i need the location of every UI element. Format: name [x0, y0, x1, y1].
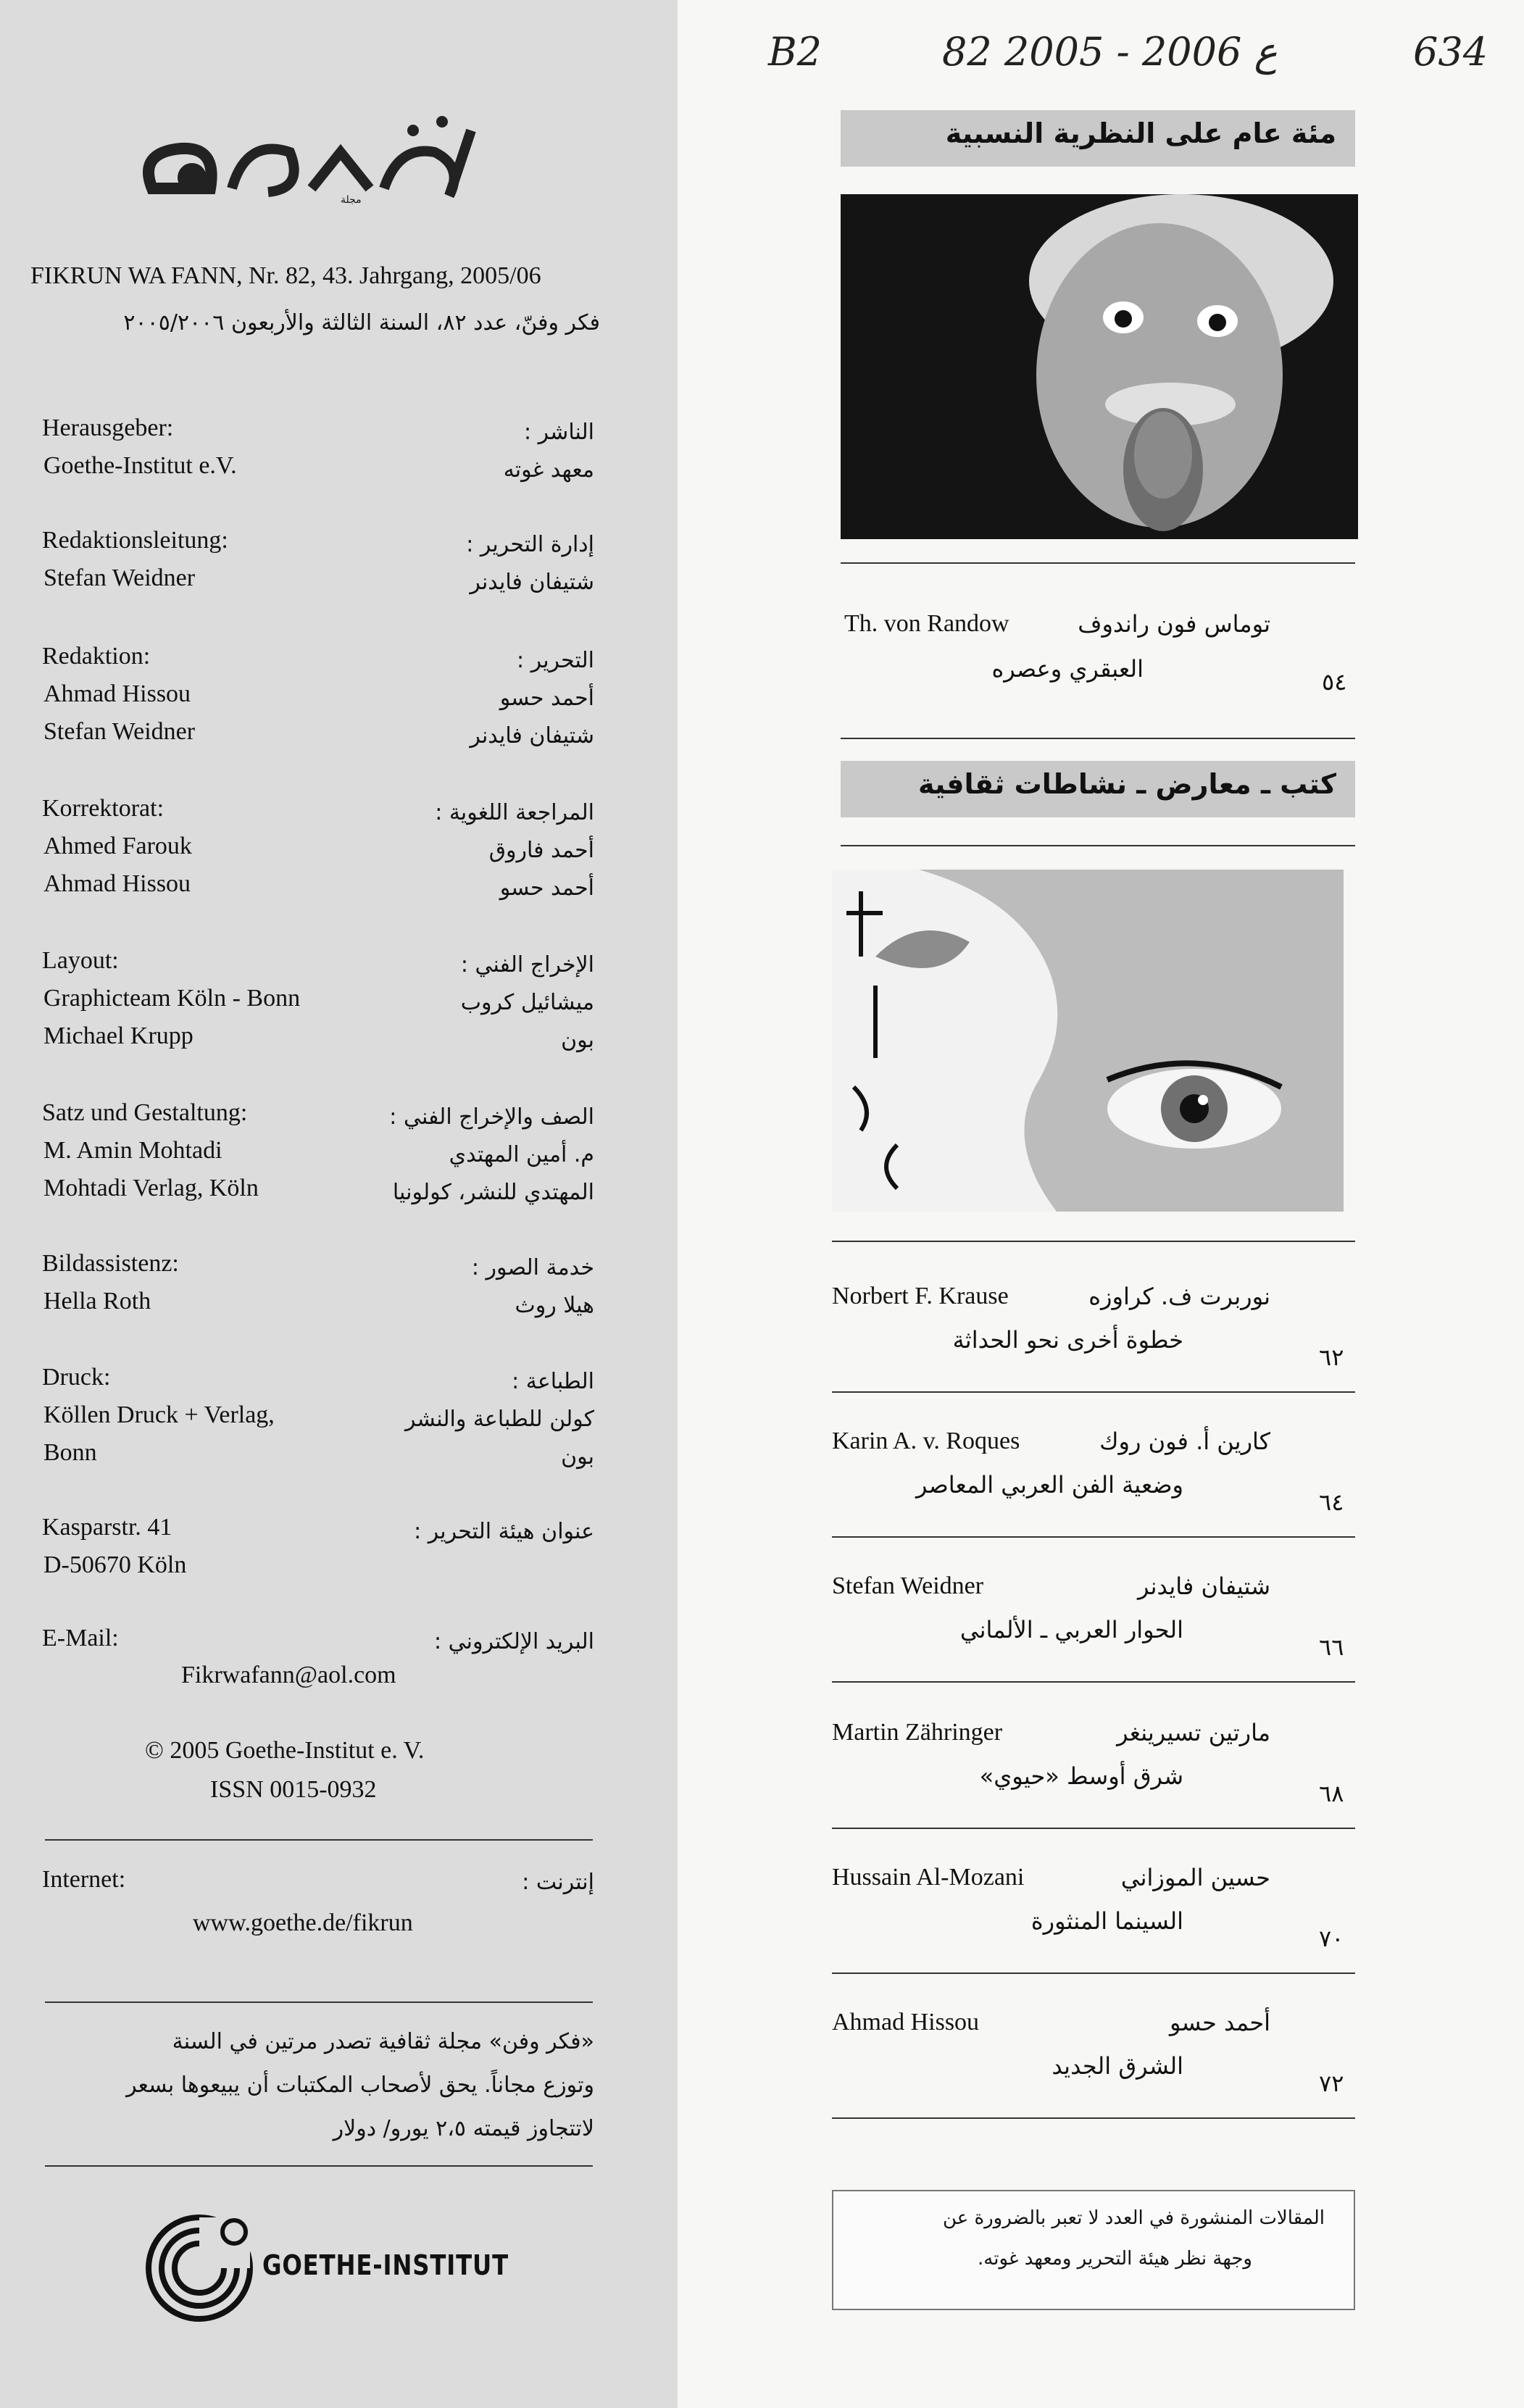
divider — [832, 1681, 1355, 1683]
credit-label-ar: الطباعة : — [512, 1369, 594, 1394]
credit-label-ar: المراجعة اللغوية : — [435, 800, 594, 825]
entry-title-arabic: وضعية الفن العربي المعاصر — [915, 1471, 1183, 1499]
entry-page-number: ٧٠ — [1319, 1925, 1344, 1952]
credit-value-de: Mohtadi Verlag, Köln — [43, 1175, 259, 1201]
divider — [841, 738, 1355, 739]
credit-value-ar: كولن للطباعة والنشر — [404, 1407, 594, 1432]
credit-value-ar: بون — [561, 1444, 594, 1470]
entry-author-latin: Stefan Weidner — [832, 1572, 984, 1599]
notice-line-2: وتوزع مجاناً. يحق لأصحاب المكتبات أن يبيعوها بسعر — [126, 2072, 594, 2098]
handwritten-note-left: B2 — [768, 29, 823, 75]
entry-author-latin: Norbert F. Krause — [832, 1283, 1009, 1309]
credit-value-de: D-50670 Köln — [43, 1551, 187, 1578]
entry-author-arabic: توماس فون راندوف — [1078, 610, 1270, 638]
internet-label-de: Internet: — [42, 1866, 126, 1893]
credit-label-de: Layout: — [42, 947, 119, 974]
divider — [832, 1972, 1355, 1974]
credit-label-ar: الناشر : — [523, 420, 594, 445]
goethe-logo-text: GOETHE-INSTITUT — [262, 2249, 509, 2281]
entry-author-arabic: نوربرت ف. كراوزه — [1088, 1283, 1270, 1310]
entry-author-arabic: مارتين تسيرينغر — [1117, 1719, 1270, 1746]
divider — [832, 1828, 1355, 1829]
credit-value-ar: هيلا روث — [515, 1293, 594, 1318]
entry-title-arabic: العبقري وعصره — [991, 655, 1144, 683]
credit-value-ar: المهتدي للنشر، كولونيا — [392, 1180, 594, 1205]
entry-page-number: ٦٢ — [1319, 1343, 1344, 1371]
entry-author-arabic: أحمد حسو — [1170, 2009, 1270, 2036]
divider — [841, 562, 1355, 564]
credit-value-de: M. Amin Mohtadi — [43, 1137, 222, 1164]
handwritten-note-mid: 82 ع 2006 - 2005 — [942, 29, 1278, 75]
divider — [45, 1839, 593, 1841]
credit-label-de: Redaktion: — [42, 643, 151, 670]
entry-author-arabic: كارين أ. فون روك — [1099, 1428, 1270, 1455]
credit-value-ar: شتيفان فايدنر — [470, 570, 594, 595]
divider — [45, 2165, 593, 2167]
credit-value-ar: أحمد حسو — [499, 875, 594, 901]
credit-label-ar: خدمة الصور : — [471, 1255, 594, 1280]
entry-author-arabic: حسين الموزاني — [1120, 1864, 1270, 1891]
entry-title-arabic: الحوار العربي ـ الألماني — [959, 1616, 1183, 1643]
entry-page-number: ٦٤ — [1319, 1488, 1344, 1516]
credit-label-de: Kasparstr. 41 — [42, 1514, 172, 1541]
logo-graphic — [123, 109, 486, 217]
divider — [832, 1241, 1355, 1242]
handwritten-note-right: 634 — [1413, 29, 1488, 75]
email-address[interactable]: Fikrwafann@aol.com — [181, 1662, 396, 1688]
disclaimer-box — [832, 2190, 1355, 2310]
credit-value-ar: بون — [561, 1028, 594, 1053]
notice-line-1: «فكر وفن» مجلة ثقافية تصدر مرتين في السنة — [172, 2029, 594, 2054]
credit-value-de: Stefan Weidner — [43, 718, 196, 745]
entry-author-latin: Th. von Randow — [844, 610, 1009, 637]
entry-page-number: ٦٨ — [1319, 1780, 1344, 1807]
credit-value-de: Ahmad Hissou — [43, 680, 191, 707]
credit-value-de: Hella Roth — [43, 1288, 151, 1315]
masthead-arabic: فكر وفنّ، عدد ٨٢، السنة الثالثة والأربعون ٢٠٠٥/٢٠٠٦ — [123, 310, 600, 336]
credit-value-de: Köllen Druck + Verlag, — [43, 1401, 275, 1428]
divider — [832, 1391, 1355, 1393]
einstein-photo-graphic — [841, 194, 1358, 539]
credit-value-de: Bonn — [43, 1439, 97, 1466]
credit-label-ar: عنوان هيئة التحرير : — [414, 1519, 594, 1544]
credit-label-de: Druck: — [42, 1364, 111, 1391]
email-label-ar: البريد الإلكتروني : — [434, 1629, 594, 1654]
photo-einstein — [841, 194, 1358, 539]
credit-value-de: Ahmed Farouk — [43, 833, 192, 859]
magazine-logo — [123, 109, 486, 217]
credit-label-ar: إدارة التحرير : — [466, 532, 594, 557]
goethe-spiral-icon — [141, 2210, 257, 2326]
goethe-logo-mark — [141, 2210, 257, 2326]
credit-value-ar: ميشائيل كروب — [460, 990, 594, 1015]
disclaimer-line-1: المقالات المنشورة في العدد لا تعبر بالضرورة عن — [942, 2207, 1325, 2229]
entry-page-number: ٧٢ — [1319, 2070, 1344, 2097]
internet-label-ar: إنترنت : — [522, 1870, 594, 1895]
masthead-latin: FIKRUN WA FANN, Nr. 82, 43. Jahrgang, 2005/06 — [30, 262, 541, 289]
logo-small-text: مجلة — [341, 194, 362, 206]
divider — [832, 2117, 1355, 2119]
credit-value-ar: م. أمين المهتدي — [449, 1142, 594, 1167]
entry-title-arabic: الشرق الجديد — [1052, 2052, 1183, 2080]
credit-value-ar: معهد غوته — [503, 457, 594, 483]
credit-value-de: Graphicteam Köln - Bonn — [43, 985, 301, 1012]
credit-label-de: Herausgeber: — [42, 414, 174, 441]
photo-eye-calligraphy — [832, 870, 1344, 1212]
entry-title-arabic: السينما المنثورة — [1030, 1907, 1183, 1935]
credit-label-ar: الصف والإخراج الفني : — [389, 1104, 594, 1130]
divider — [832, 1536, 1355, 1538]
credit-value-ar: شتيفان فايدنر — [470, 723, 594, 749]
credit-value-de: Stefan Weidner — [43, 564, 196, 591]
email-label-de: E-Mail: — [42, 1625, 119, 1651]
credit-value-de: Ahmad Hissou — [43, 870, 191, 897]
credit-label-ar: الإخراج الفني : — [460, 952, 594, 978]
credit-value-ar: أحمد حسو — [499, 686, 594, 711]
issn-line: ISSN 0015-0932 — [210, 1776, 377, 1803]
credit-value-de: Michael Krupp — [43, 1022, 193, 1049]
section-title: مئة عام على النظرية النسبية — [945, 117, 1336, 149]
entry-author-latin: Karin A. v. Roques — [832, 1428, 1020, 1454]
entry-author-arabic: شتيفان فايدنر — [1137, 1572, 1270, 1600]
credit-label-de: Korrektorat: — [42, 795, 165, 822]
divider — [841, 845, 1355, 846]
credit-label-ar: التحرير : — [517, 648, 594, 673]
credit-value-de: Goethe-Institut e.V. — [43, 452, 237, 479]
section-banner-culture — [841, 761, 1355, 817]
entry-page-number: ٥٤ — [1322, 668, 1347, 696]
entry-author-latin: Ahmad Hissou — [832, 2009, 980, 2036]
entry-title-arabic: شرق أوسط «حيوي» — [979, 1762, 1183, 1790]
divider — [45, 2001, 593, 2003]
credit-value-ar: أحمد فاروق — [488, 838, 594, 863]
entry-page-number: ٦٦ — [1319, 1633, 1344, 1661]
copyright-line: © 2005 Goethe-Institut e. V. — [145, 1737, 425, 1764]
entry-author-latin: Hussain Al-Mozani — [832, 1864, 1025, 1891]
section-title: كتب ـ معارض ـ نشاطات ثقافية — [918, 768, 1336, 800]
internet-url[interactable]: www.goethe.de/fikrun — [193, 1909, 413, 1936]
notice-line-3: لاتتجاوز قيمته ٢،٥ يورو/ دولار — [333, 2116, 594, 2141]
entry-author-latin: Martin Zähringer — [832, 1719, 1003, 1746]
credit-label-de: Bildassistenz: — [42, 1250, 179, 1277]
eye-photo-graphic — [832, 870, 1344, 1212]
credit-label-de: Redaktionsleitung: — [42, 527, 228, 554]
disclaimer-line-2: وجهة نظر هيئة التحرير ومعهد غوته. — [978, 2248, 1252, 2270]
section-banner-relativity — [841, 110, 1355, 167]
entry-title-arabic: خطوة أخرى نحو الحداثة — [952, 1326, 1183, 1354]
credit-label-de: Satz und Gestaltung: — [42, 1099, 248, 1126]
